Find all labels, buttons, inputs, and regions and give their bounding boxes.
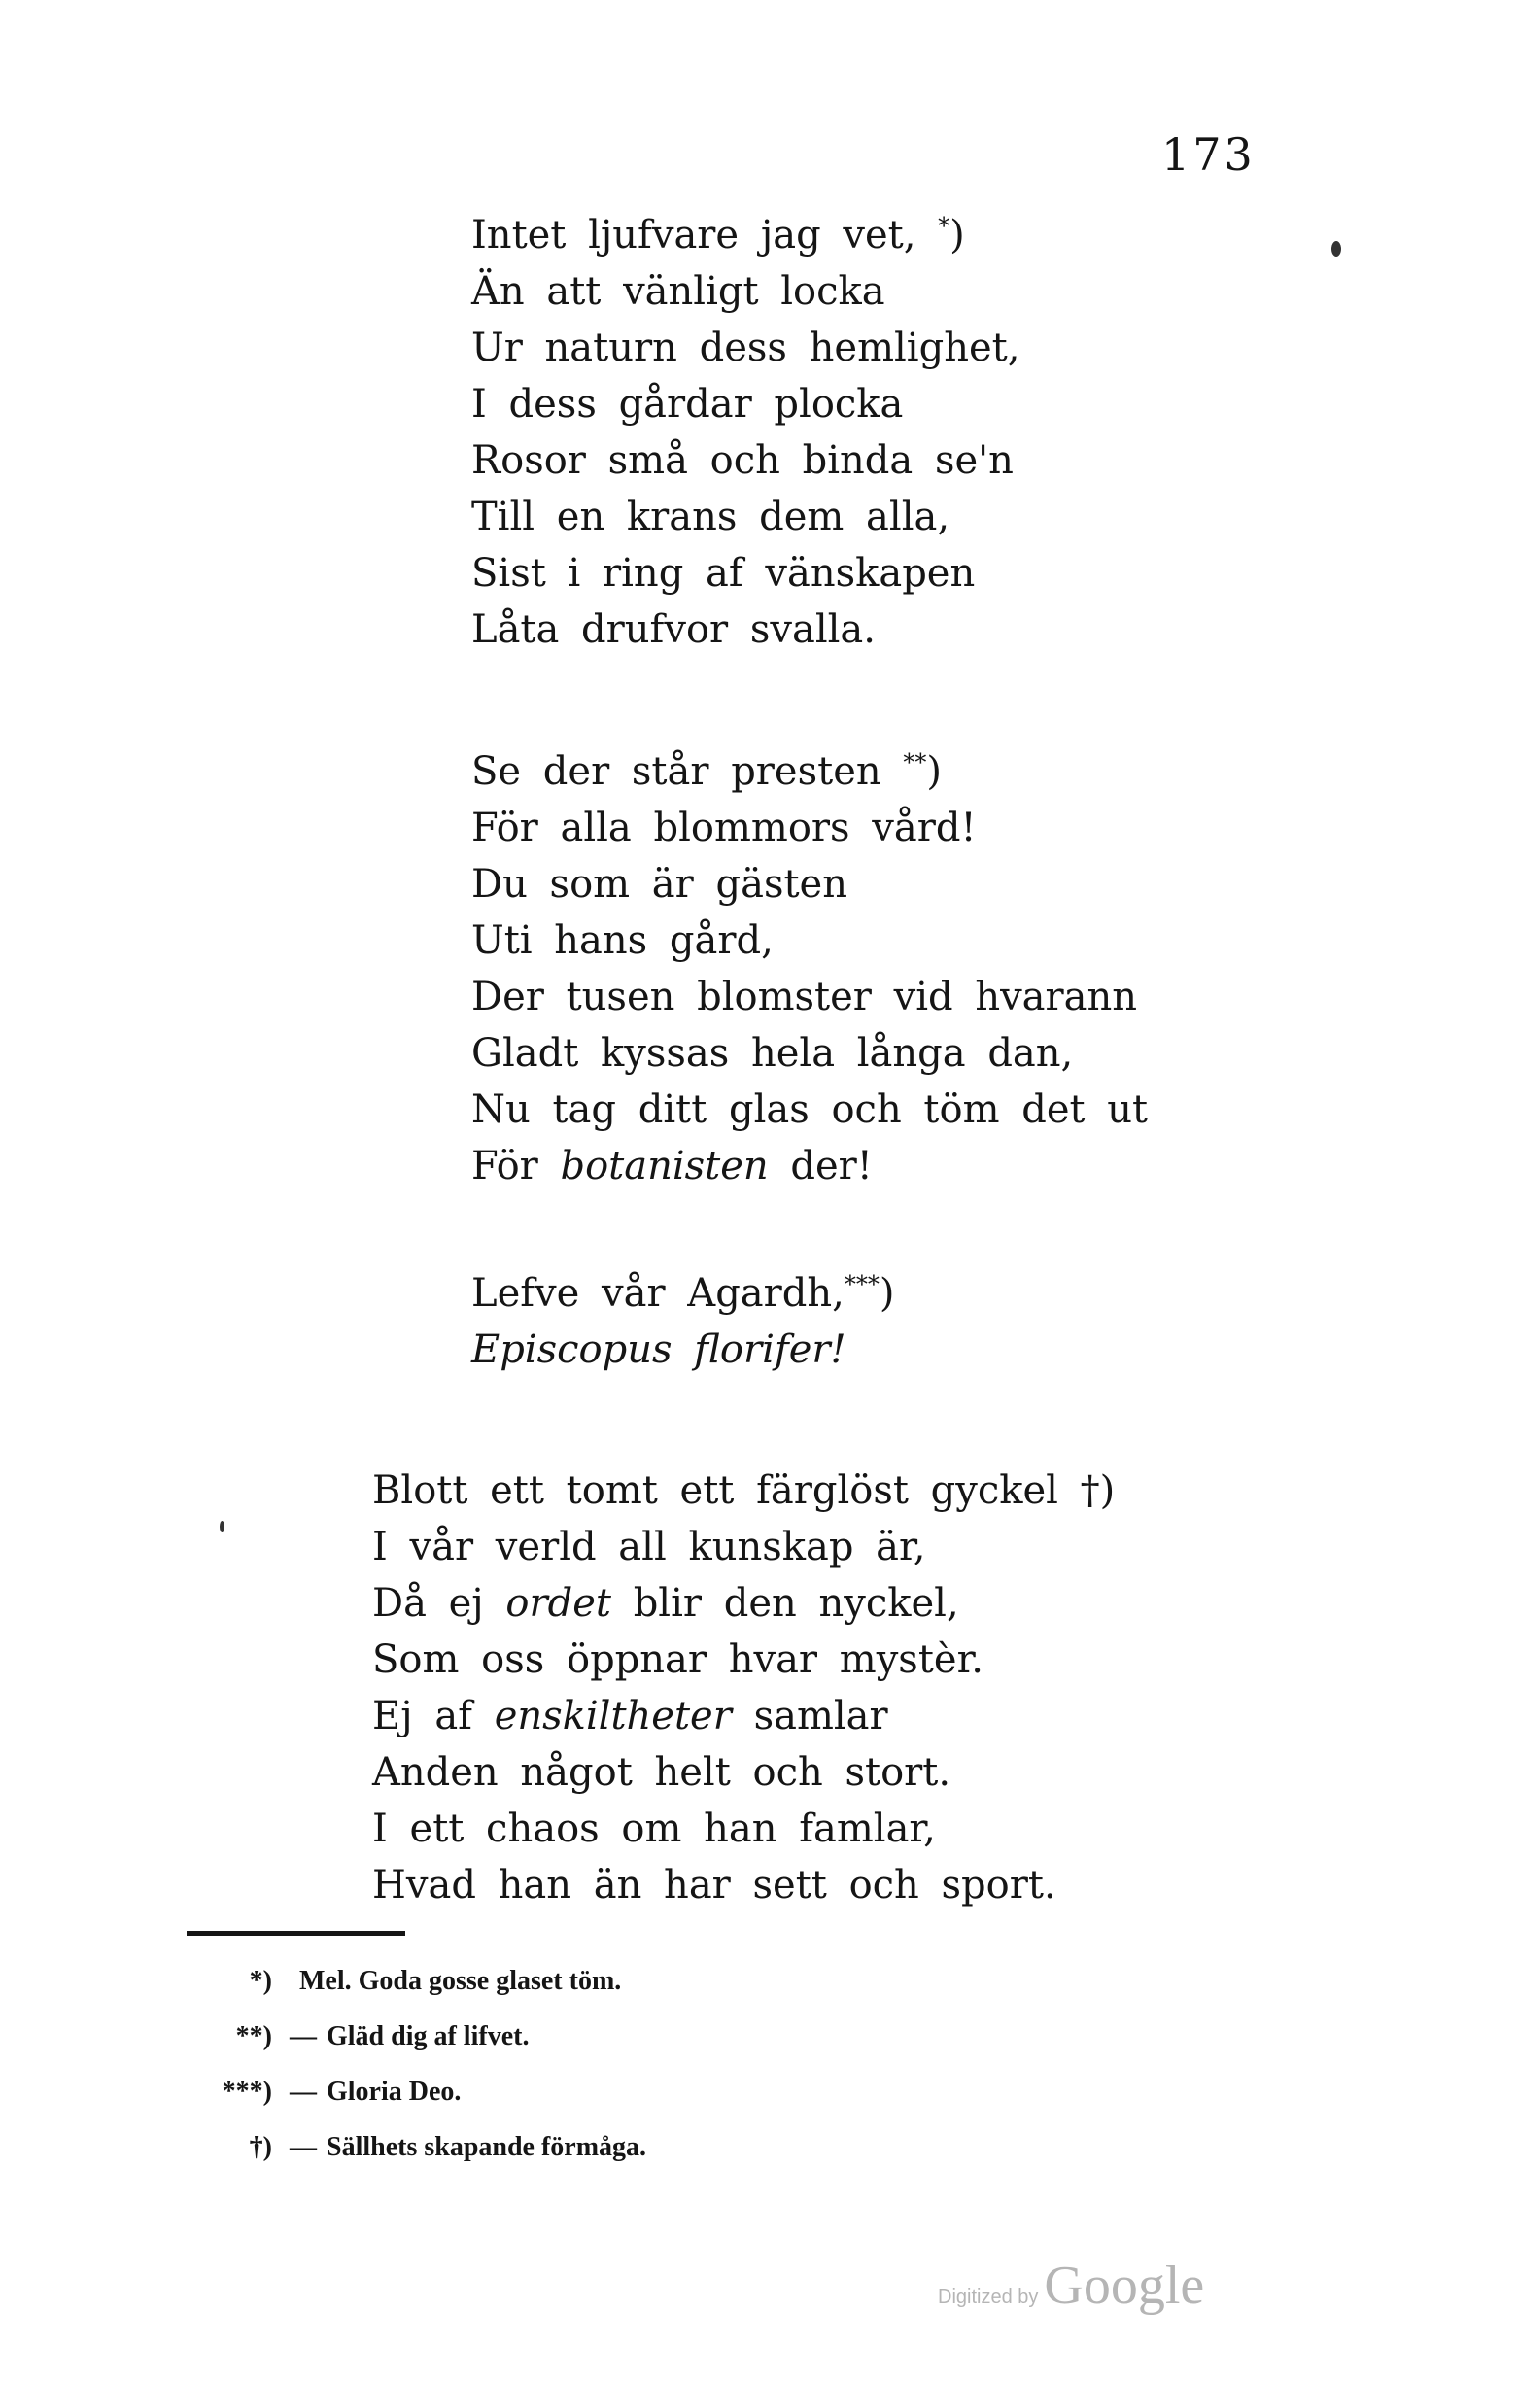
verse-line: För alla blommors vård! [471,806,977,850]
verse-text: Lefve vår Agardh, [471,1271,845,1316]
italic-phrase: Episcopus florifer! [471,1327,846,1372]
verse-text: För [471,1144,561,1188]
footnote-mark: *) [249,1966,272,1996]
verse-line: I dess gårdar plocka [471,382,904,427]
verse-line [471,1265,894,1322]
footnote [194,2009,646,2064]
watermark-prefix: Digitized by [938,2287,1039,2308]
footnote [194,2119,646,2175]
footnote-marker: *** [844,1270,880,1298]
verse-text: blir den nyckel, [610,1581,959,1626]
stanza-4 [372,1462,1115,1913]
footnotes [194,1953,646,2175]
verse-line: Som oss öppnar hvar mystèr. [372,1637,984,1682]
verse-line: Anden något helt och stort. [372,1750,951,1795]
verse-line [372,1688,1115,1744]
footnote-mark: **) [235,2021,272,2051]
verse-text: Intet ljufvare jag vet, [471,213,939,258]
verse-line: Hvad han än har sett och sport. [372,1863,1056,1908]
ink-speck [220,1521,224,1532]
footnote-text: Gläd dig af lifvet. [327,2021,530,2051]
footnote [194,1953,646,2009]
marker-close: ) [949,213,965,258]
italic-word: enskiltheter [494,1694,732,1738]
verse-line [471,1138,1148,1194]
verse-line: Du som är gästen [471,862,847,907]
verse-text: samlar [731,1694,888,1738]
footnote-dash: — [290,2077,317,2107]
verse-line: Än att vänligt locka [471,269,885,314]
verse-line: Till en krans dem alla, [471,495,950,539]
italic-word: botanisten [560,1144,769,1188]
digitized-watermark [938,2254,1204,2317]
verse-line: Låta drufvor svalla. [471,607,876,652]
footnote-dash: — [290,2132,317,2162]
verse-text: Då ej [372,1581,506,1626]
footnote-mark: ***) [222,2077,272,2107]
verse-line: Sist i ring af vänskapen [471,551,976,596]
italic-word: ordet [505,1581,611,1626]
page-number: 173 [1161,128,1256,181]
verse-text: Se der står presten [471,749,904,794]
verse-text: der! [768,1144,873,1188]
marker-close: ) [926,749,942,794]
verse-line: I vår verld all kunskap är, [372,1525,926,1569]
stanza-2 [471,743,1148,1194]
footnote-dash: — [290,2021,317,2051]
ink-speck [1331,241,1341,257]
footnote-marker: ** [903,748,927,776]
marker-close: ) [879,1271,895,1316]
footnote-rule [187,1931,405,1936]
footnote-marker: †) [1080,1468,1116,1513]
verse-line [471,743,1148,800]
verse-line: Rosor små och binda se'n [471,438,1014,483]
footnote [194,2064,646,2119]
verse-text: Blott ett tomt ett färglöst gyckel [372,1468,1081,1513]
stanza-1 [471,207,1019,658]
footnote-mark: †) [249,2132,272,2162]
verse-line: Ur naturn dess hemlighet, [471,326,1020,370]
verse-line [372,1462,1115,1519]
verse-line [471,207,1019,263]
footnote-text: Gloria Deo. [327,2077,462,2107]
verse-line: Der tusen blomster vid hvarann [471,975,1138,1019]
watermark-brand: Google [1044,2255,1205,2316]
verse-line: I ett chaos om han famlar, [372,1806,936,1851]
footnote-text: Mel. Goda gosse glaset töm. [299,1966,622,1996]
stanza-3 [471,1265,894,1378]
verse-line [372,1575,1115,1632]
verse-line: Uti hans gård, [471,918,774,963]
verse-text: Ej af [372,1694,495,1738]
footnote-marker: * [938,212,950,240]
verse-line [471,1322,894,1378]
footnote-text: Sällhets skapande förmåga. [327,2132,647,2162]
verse-line: Nu tag ditt glas och töm det ut [471,1087,1149,1132]
verse-line: Gladt kyssas hela långa dan, [471,1031,1074,1076]
